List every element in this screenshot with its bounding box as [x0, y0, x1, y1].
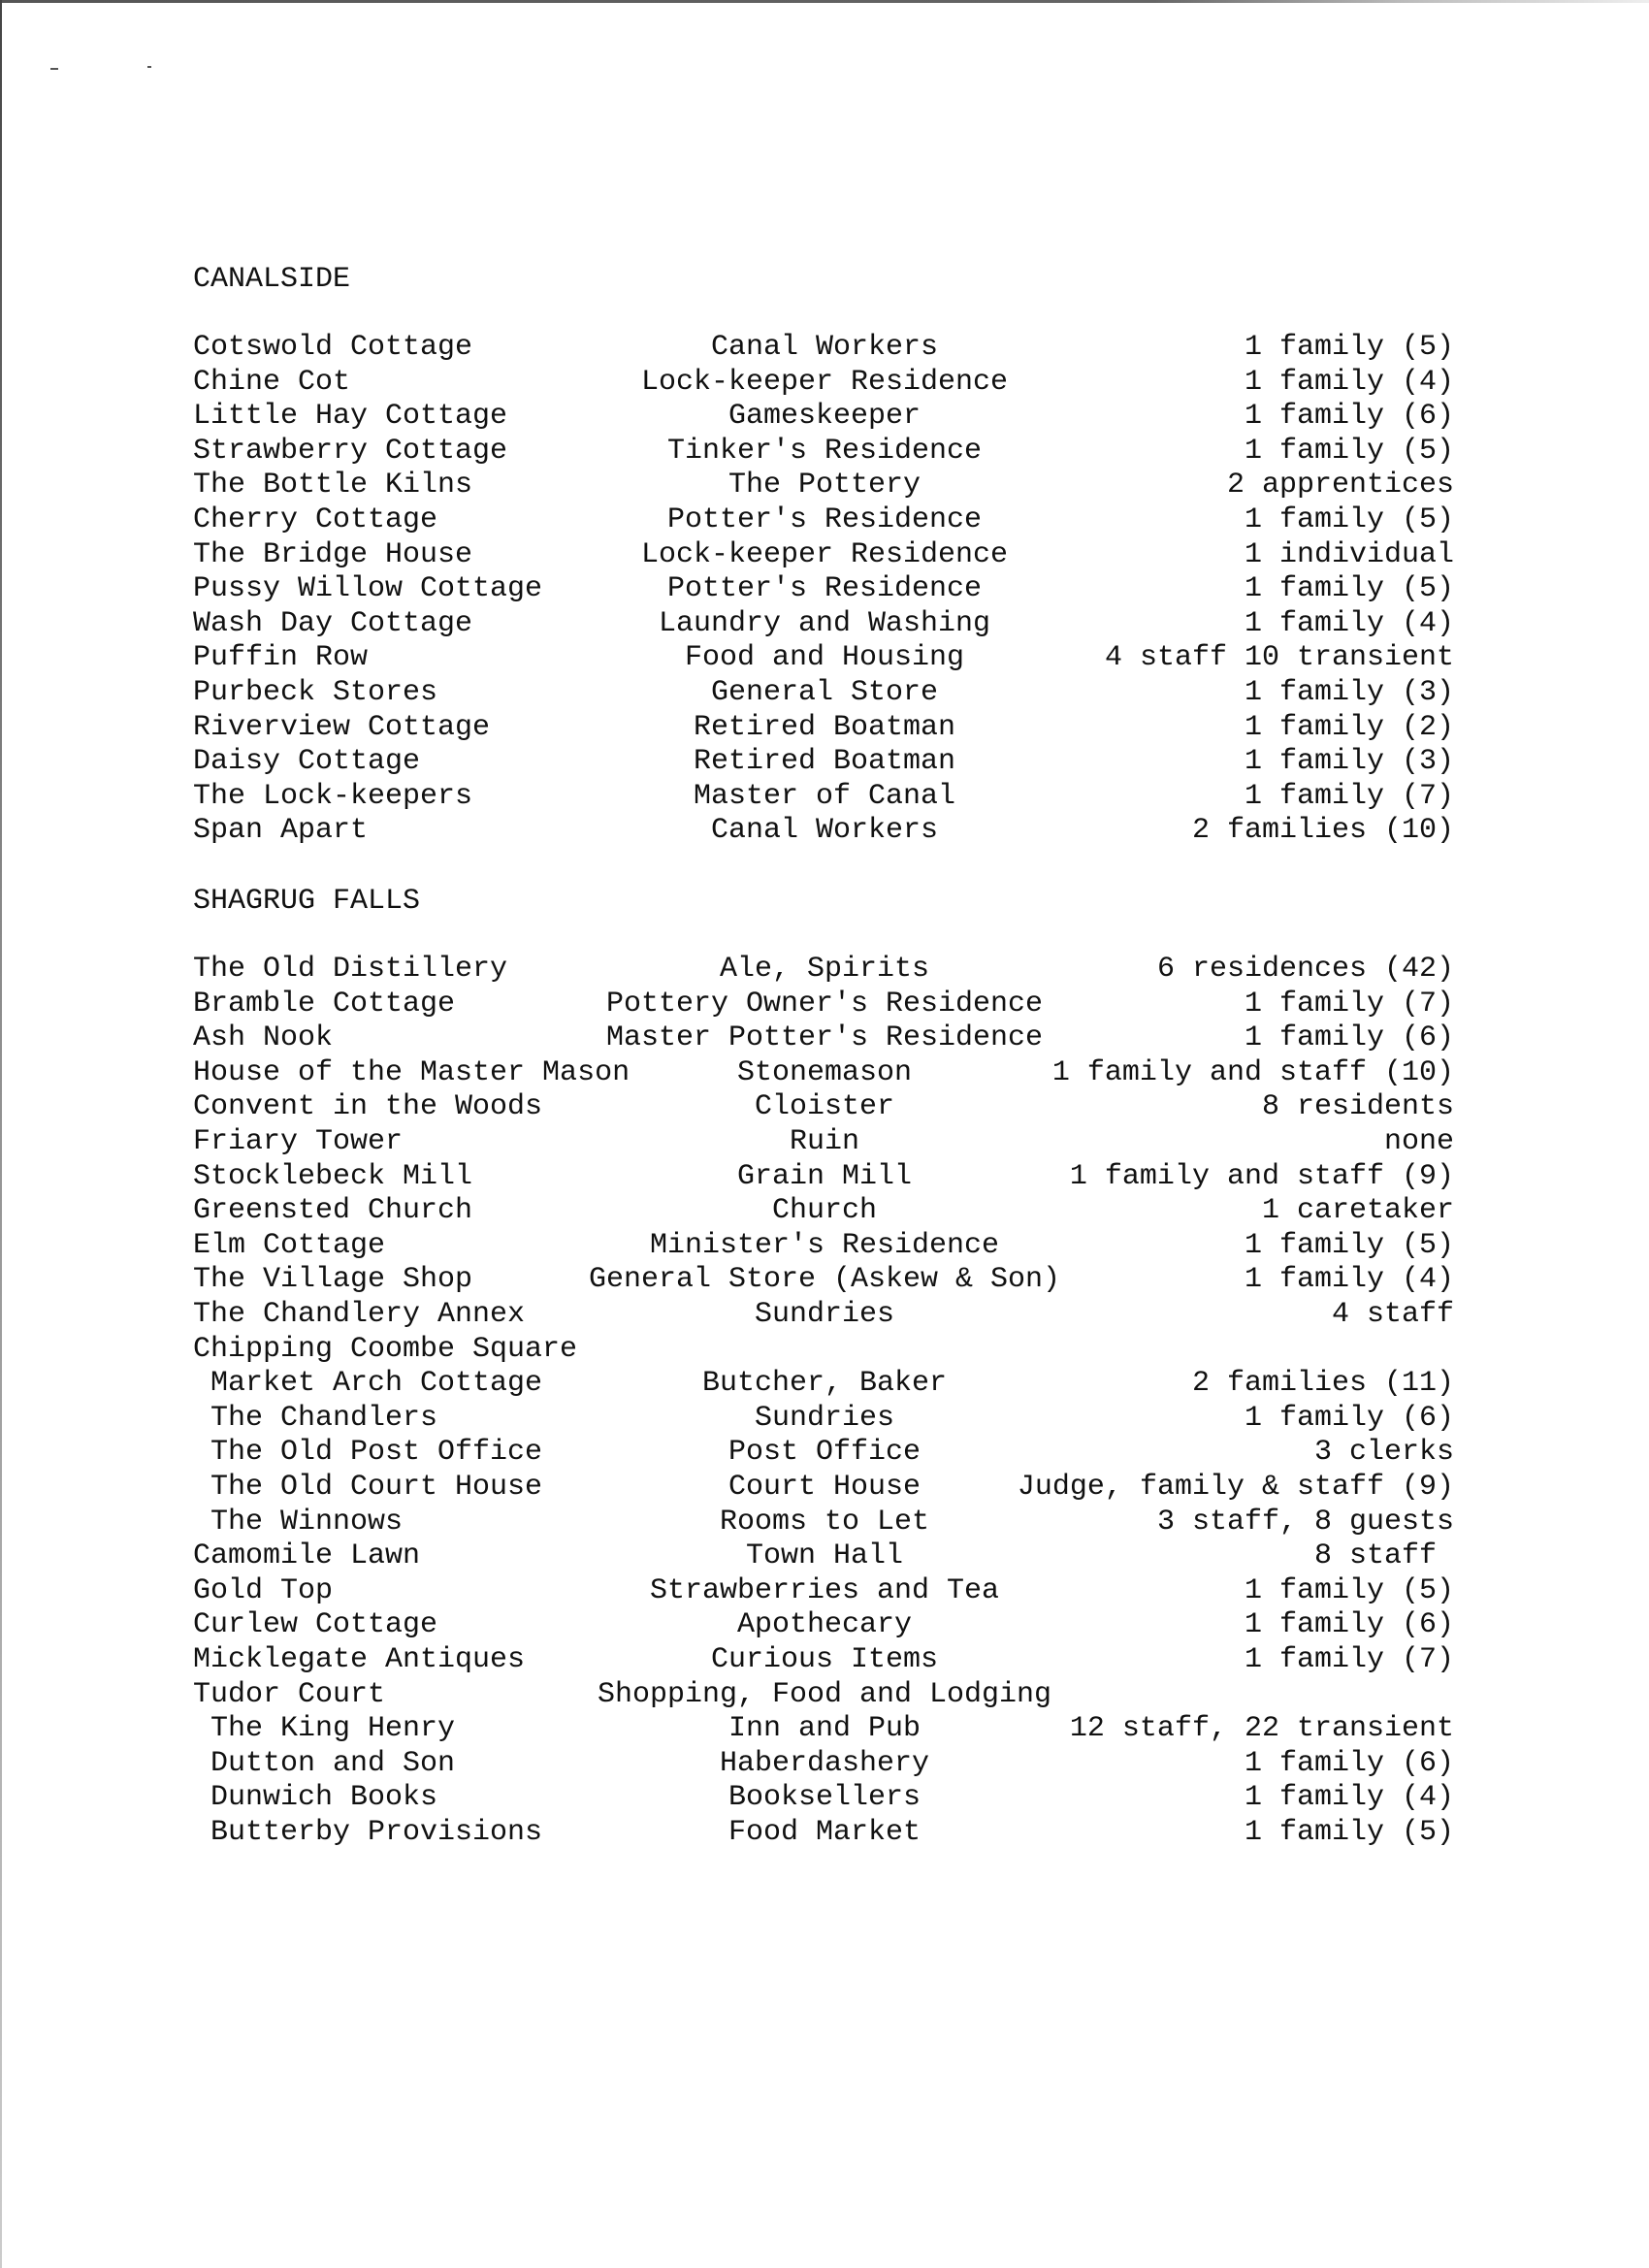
property-use: Inn and Pub: [728, 1712, 922, 1745]
table-row: [0, 744, 1649, 779]
property-name: Wash Day Cottage: [193, 607, 473, 640]
property-use: Church: [771, 1194, 878, 1227]
property-name: Greensted Church: [193, 1194, 473, 1227]
property-occupants: 1 family (7): [1244, 1643, 1454, 1676]
property-name: The Chandlery Annex: [193, 1298, 526, 1331]
property-use: Rooms to Let: [719, 1506, 930, 1539]
property-name: Chipping Coombe Square: [193, 1333, 578, 1366]
property-name: Market Arch Cottage: [210, 1367, 543, 1400]
property-use: Town Hall: [745, 1539, 904, 1572]
property-name: The Village Shop: [193, 1263, 473, 1296]
table-row: [0, 1401, 1649, 1436]
table-row: [0, 1089, 1649, 1124]
property-occupants: 1 family (6): [1244, 1608, 1454, 1641]
property-occupants: 1 family (4): [1244, 1263, 1454, 1296]
property-name: The Bridge House: [193, 538, 473, 571]
property-name: Cotswold Cottage: [193, 331, 473, 364]
property-name: Span Apart: [193, 814, 369, 847]
property-name: Cherry Cottage: [193, 503, 438, 536]
property-use: The Pottery: [728, 469, 922, 502]
property-occupants: 1 family (5): [1244, 503, 1454, 536]
property-use: Pottery Owner's Residence: [605, 988, 1044, 1021]
property-name: Elm Cottage: [193, 1229, 386, 1262]
table-row: [0, 1159, 1649, 1194]
property-use: Post Office: [728, 1436, 922, 1469]
property-use: Sundries: [754, 1402, 895, 1435]
table-row: [0, 779, 1649, 814]
table-row: [0, 1124, 1649, 1159]
table-row: [0, 952, 1649, 987]
property-name: The Chandlers: [210, 1402, 438, 1435]
table-row: [0, 1193, 1649, 1228]
property-occupants: 2 apprentices: [1226, 469, 1454, 502]
property-occupants: 1 family (6): [1244, 1021, 1454, 1054]
property-use: Food Market: [728, 1816, 922, 1849]
property-occupants: 1 family (5): [1244, 331, 1454, 364]
property-use: Master of Canal: [693, 780, 956, 813]
property-use: Stonemason: [736, 1056, 913, 1089]
property-name: The Winnows: [210, 1506, 404, 1539]
property-occupants: 1 individual: [1244, 538, 1454, 571]
property-use: Canal Workers: [710, 331, 939, 364]
property-use: Potter's Residence: [666, 503, 983, 536]
property-occupants: 1 family (5): [1244, 1816, 1454, 1849]
table-row: [0, 1539, 1649, 1573]
property-occupants: 8 staff: [1313, 1539, 1454, 1572]
property-name: The Lock-keepers: [193, 780, 473, 813]
table-row: [0, 606, 1649, 641]
property-occupants: 1 family (5): [1244, 1229, 1454, 1262]
property-occupants: 4 staff 10 transient: [1104, 641, 1454, 674]
table-row: [0, 1021, 1649, 1055]
property-use: Minister's Residence: [649, 1229, 1000, 1262]
table-row: [0, 1055, 1649, 1090]
property-name: Chine Cot: [193, 366, 351, 399]
table-row: [0, 1746, 1649, 1781]
table-row: [0, 987, 1649, 1021]
property-name: Puffin Row: [193, 641, 369, 674]
property-name: Dunwich Books: [210, 1781, 438, 1814]
property-occupants: Judge, family & staff (9): [1017, 1471, 1454, 1504]
property-use: Canal Workers: [710, 814, 939, 847]
property-name: Tudor Court: [193, 1678, 386, 1711]
table-row: [0, 1366, 1649, 1401]
property-use: General Store: [710, 676, 939, 709]
property-use: Laundry and Washing: [658, 607, 991, 640]
table-row: [0, 1262, 1649, 1297]
property-name: Daisy Cottage: [193, 745, 421, 778]
property-occupants: 1 family (5): [1244, 435, 1454, 468]
property-use: Butcher, Baker: [701, 1367, 948, 1400]
property-occupants: 8 residents: [1261, 1090, 1454, 1123]
property-use: Cloister: [754, 1090, 895, 1123]
table-row: [0, 1607, 1649, 1642]
property-use: Lock-keeper Residence: [640, 366, 1009, 399]
property-name: Curlew Cottage: [193, 1608, 438, 1641]
property-occupants: 1 family (7): [1244, 780, 1454, 813]
property-use: Potter's Residence: [666, 572, 983, 605]
property-name: Butterby Provisions: [210, 1816, 543, 1849]
property-occupants: 3 clerks: [1313, 1436, 1454, 1469]
table-row: [0, 1642, 1649, 1677]
property-use: Booksellers: [728, 1781, 922, 1814]
table-row: [0, 1711, 1649, 1746]
table-row: [0, 468, 1649, 502]
property-use: Retired Boatman: [693, 711, 956, 744]
property-name: The Bottle Kilns: [193, 469, 473, 502]
table-row: [0, 640, 1649, 675]
table-row: [0, 1470, 1649, 1505]
property-occupants: 1 caretaker: [1261, 1194, 1454, 1227]
property-use: Apothecary: [736, 1608, 913, 1641]
property-use: Ale, Spirits: [719, 953, 930, 986]
table-row: [0, 365, 1649, 400]
property-name: Micklegate Antiques: [193, 1643, 526, 1676]
property-occupants: 2 families (11): [1191, 1367, 1454, 1400]
table-row: [0, 1573, 1649, 1608]
property-use: Strawberries and Tea: [649, 1574, 1000, 1607]
property-use: Grain Mill: [736, 1160, 913, 1193]
property-name: The Old Post Office: [210, 1436, 543, 1469]
property-name: Ash Nook: [193, 1021, 334, 1054]
property-name: Strawberry Cottage: [193, 435, 508, 468]
property-use: Retired Boatman: [693, 745, 956, 778]
property-use: Tinker's Residence: [666, 435, 983, 468]
section-heading: CANALSIDE: [193, 263, 351, 296]
table-row: [0, 675, 1649, 710]
table-row: [0, 1297, 1649, 1332]
table-row: [0, 1677, 1649, 1712]
table-row: [0, 537, 1649, 572]
table-row: [0, 571, 1649, 606]
table-row: [0, 1780, 1649, 1815]
property-occupants: 1 family (4): [1244, 1781, 1454, 1814]
table-row: [0, 813, 1649, 848]
property-occupants: 2 families (10): [1191, 814, 1454, 847]
property-use: Ruin: [789, 1125, 860, 1158]
property-occupants: 1 family (2): [1244, 711, 1454, 744]
property-use: Court House: [728, 1471, 922, 1504]
table-row: [0, 1435, 1649, 1470]
property-occupants: none: [1383, 1125, 1454, 1158]
property-occupants: 1 family (3): [1244, 676, 1454, 709]
property-occupants: 1 family (7): [1244, 988, 1454, 1021]
property-name: House of the Master Mason: [193, 1056, 630, 1089]
property-occupants: 1 family (5): [1244, 572, 1454, 605]
section-heading: SHAGRUG FALLS: [193, 885, 421, 918]
property-occupants: 1 family (6): [1244, 400, 1454, 433]
table-row: [0, 502, 1649, 537]
property-use: Food and Housing: [684, 641, 965, 674]
table-row: [0, 399, 1649, 434]
table-row: [0, 1332, 1649, 1367]
property-occupants: 1 family (6): [1244, 1747, 1454, 1780]
property-name: Pussy Willow Cottage: [193, 572, 543, 605]
property-occupants: 1 family (4): [1244, 366, 1454, 399]
property-occupants: 1 family (5): [1244, 1574, 1454, 1607]
table-row: [0, 710, 1649, 745]
property-use: Lock-keeper Residence: [640, 538, 1009, 571]
table-row: [0, 1505, 1649, 1539]
property-name: The Old Court House: [210, 1471, 543, 1504]
property-use: Sundries: [754, 1298, 895, 1331]
property-use: General Store (Askew & Son): [588, 1263, 1061, 1296]
property-name: Stocklebeck Mill: [193, 1160, 473, 1193]
table-row: [0, 434, 1649, 469]
property-occupants: 1 family and staff (10): [1051, 1056, 1454, 1089]
property-occupants: 4 staff: [1331, 1298, 1454, 1331]
property-occupants: 12 staff, 22 transient: [1069, 1712, 1454, 1745]
property-name: Convent in the Woods: [193, 1090, 543, 1123]
property-occupants: 1 family (6): [1244, 1402, 1454, 1435]
property-use: Master Potter's Residence: [605, 1021, 1044, 1054]
property-name: Gold Top: [193, 1574, 334, 1607]
property-use: Gameskeeper: [728, 400, 922, 433]
property-occupants: 1 family and staff (9): [1069, 1160, 1454, 1193]
property-name: Dutton and Son: [210, 1747, 456, 1780]
table-row: [0, 1815, 1649, 1850]
property-occupants: 3 staff, 8 guests: [1156, 1506, 1454, 1539]
property-occupants: 1 family (3): [1244, 745, 1454, 778]
property-name: Bramble Cottage: [193, 988, 456, 1021]
property-name: Friary Tower: [193, 1125, 404, 1158]
property-name: The Old Distillery: [193, 953, 508, 986]
property-name: Riverview Cottage: [193, 711, 491, 744]
property-name: Camomile Lawn: [193, 1539, 421, 1572]
property-occupants: 6 residences (42): [1156, 953, 1454, 986]
property-name: Little Hay Cottage: [193, 400, 508, 433]
property-occupants: 1 family (4): [1244, 607, 1454, 640]
property-use: Shopping, Food and Lodging: [597, 1678, 1052, 1711]
table-row: [0, 1228, 1649, 1263]
table-row: [0, 330, 1649, 365]
property-use: Haberdashery: [719, 1747, 930, 1780]
property-name: Purbeck Stores: [193, 676, 438, 709]
property-use: Curious Items: [710, 1643, 939, 1676]
property-name: The King Henry: [210, 1712, 456, 1745]
